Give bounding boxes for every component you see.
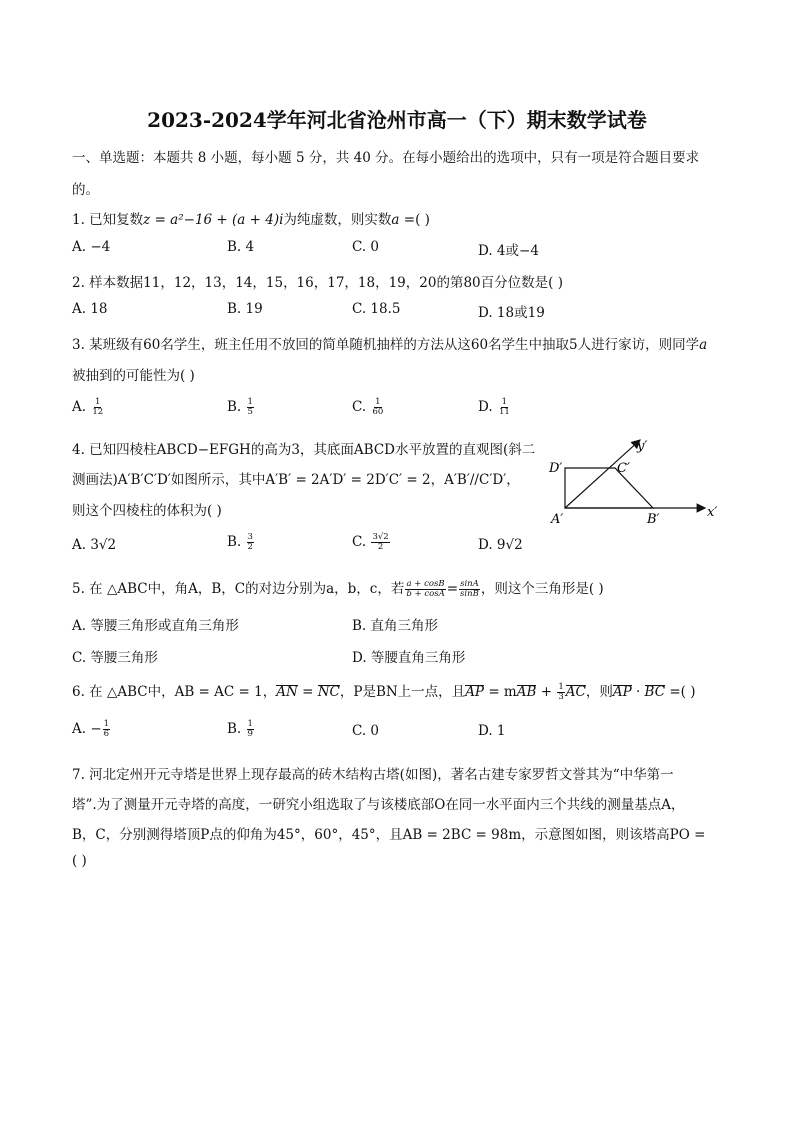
- q3-option-d[interactable]: [478, 398, 512, 417]
- q3-option-c[interactable]: [352, 398, 385, 417]
- fraction-numerator: 1: [247, 719, 253, 729]
- fraction-denominator: sinB: [460, 589, 479, 599]
- question-7-line2: 塔”.为了测量开元寺塔的高度，一研究小组选取了与该楼底部O在同一水平面内三个共线的测量基点A，: [72, 797, 685, 813]
- fraction: [371, 398, 384, 417]
- label-c: C′: [617, 461, 630, 476]
- fraction-numerator: sinA: [460, 579, 479, 589]
- fraction-numerator: 1: [247, 397, 253, 407]
- q6-text-b: ，P是BN上一点，且: [339, 684, 466, 700]
- q3-option-a[interactable]: [72, 398, 105, 417]
- fraction-denominator: 2: [247, 542, 253, 552]
- q4-option-c[interactable]: [352, 533, 391, 552]
- question-7-line4: ( ): [72, 853, 87, 869]
- label-x: x′: [707, 505, 718, 520]
- question-7-line1: 7. 河北定州开元寺塔是世界上现存最高的砖木结构古塔(如图)，著名古建专家罗哲文誉其为“中华第一: [72, 767, 674, 783]
- option-label: A.: [72, 399, 91, 415]
- option-label: B.: [227, 721, 246, 737]
- q3-text-a: 3. 某班级有60名学生，班主任用不放回的简单随机抽样的方法从这60名学生中抽取5人进行家访，则同学: [72, 337, 700, 353]
- fraction-numerator: 1: [558, 682, 564, 692]
- q3-var: a: [699, 337, 708, 353]
- fraction-denominator: 6: [103, 729, 110, 739]
- q2-option-a[interactable]: A. 18: [72, 301, 108, 317]
- q5-option-a[interactable]: A. 等腰三角形或直角三角形: [72, 618, 239, 634]
- q1-math: z = a²−16 + (a + 4)i: [143, 212, 284, 228]
- q2-option-c[interactable]: C. 18.5: [352, 301, 401, 317]
- q1-text-a: 1. 已知复数: [72, 212, 144, 228]
- fraction-numerator: 1: [375, 397, 381, 407]
- fraction: [91, 398, 104, 417]
- question-7-line3: B，C，分别测得塔顶P点的仰角为45°，60°，45°，且AB = 2BC = 98m，示意图如图，则该塔高PO =: [72, 827, 706, 843]
- equals-m: = m: [484, 684, 517, 700]
- vector-ab: AB: [516, 684, 537, 700]
- question-4-line2: 测画法)A′B′C′D′如图所示，其中A′B′ = 2A′D′ = 2D′C′ = 2，A′B′//C′D′，: [72, 472, 520, 488]
- option-label: C.: [352, 399, 371, 415]
- vector-an: AN: [276, 684, 298, 700]
- q6-option-c[interactable]: C. 0: [352, 723, 380, 739]
- q4-option-b[interactable]: [227, 533, 255, 552]
- q1-option-a[interactable]: A. −4: [72, 239, 111, 255]
- option-label: D.: [478, 399, 497, 415]
- q5-option-c[interactable]: C. 等腰三角形: [72, 650, 158, 666]
- vector-ap: AP: [465, 684, 485, 700]
- fraction-denominator: 2: [377, 542, 384, 552]
- q6-text-a: 6. 在 △ABC中，AB = AC = 1，: [72, 684, 277, 700]
- fraction: [498, 398, 511, 417]
- fraction-numerator: 3√2: [372, 532, 389, 542]
- q6-option-d[interactable]: D. 1: [478, 723, 506, 739]
- q1-option-d[interactable]: D. 4或−4: [478, 243, 539, 259]
- q5-text-b: ，则这个三角形是( ): [480, 581, 604, 597]
- label-a: A′: [551, 512, 564, 527]
- q4-option-a[interactable]: A. 3√2: [72, 537, 117, 553]
- fraction-denominator: 5: [247, 407, 253, 417]
- q2-option-b[interactable]: B. 19: [227, 301, 263, 317]
- fraction: [371, 533, 389, 552]
- fraction-denominator: 9: [247, 729, 253, 739]
- q6-text-d: =( ): [665, 684, 696, 700]
- q5-text-a: 5. 在 △ABC中，角A，B，C的对边分别为a，b，c，若: [72, 581, 405, 597]
- section-instruction-line1: 一、单选题：本题共 8 小题，每小题 5 分，共 40 分。在每小题给出的选项中，只有一项是符合题目要求: [72, 150, 700, 166]
- fraction-denominator: 12: [92, 407, 104, 417]
- fraction: [103, 720, 110, 739]
- fraction-denominator: 11: [498, 407, 510, 417]
- question-3-line1: [72, 333, 707, 353]
- option-label: C.: [352, 534, 371, 550]
- q6-option-a[interactable]: [72, 720, 111, 739]
- vector-ac: AC: [565, 684, 586, 700]
- fraction-denominator: 3: [558, 692, 564, 702]
- q5-option-b[interactable]: B. 直角三角形: [352, 618, 439, 634]
- vector-bc: BC: [644, 684, 666, 700]
- label-b: B′: [647, 512, 660, 527]
- label-d: D′: [549, 461, 563, 476]
- q6-text-c: ，则: [585, 684, 613, 700]
- question-4-line1: 4. 已知四棱柱ABCD−EFGH的高为3，其底面ABCD水平放置的直观图(斜二: [72, 442, 536, 458]
- label-y: y′: [637, 439, 648, 454]
- question-2-stem: 2. 样本数据11，12，13，14，15，16，17，18，19，20的第80百分位数是( ): [72, 275, 563, 291]
- trapezoid-shape: [565, 468, 653, 508]
- q1-option-c[interactable]: C. 0: [352, 239, 380, 255]
- vector-ap: AP: [612, 684, 632, 700]
- fraction-numerator: 1: [95, 397, 101, 407]
- vector-nc: NC: [317, 684, 340, 700]
- fraction-numerator: a + cosB: [406, 579, 445, 589]
- question-4-line3: 则这个四棱柱的体积为( ): [72, 503, 222, 519]
- q1-var: a: [391, 212, 400, 228]
- question-6-stem: [72, 680, 696, 702]
- q2-option-d[interactable]: D. 18或19: [478, 305, 545, 321]
- fraction-denominator: b + cosA: [406, 589, 445, 599]
- option-label: B.: [227, 534, 246, 550]
- q6-option-b[interactable]: [227, 720, 255, 739]
- q5-option-d[interactable]: D. 等腰直角三角形: [352, 650, 466, 666]
- q1-text-b: 为纯虚数，则实数: [283, 212, 392, 228]
- q4-option-d[interactable]: D. 9√2: [478, 537, 523, 553]
- q1-option-b[interactable]: B. 4: [227, 239, 255, 255]
- option-label: B.: [227, 399, 246, 415]
- plus-sign: +: [536, 684, 557, 700]
- q3-option-b[interactable]: [227, 398, 255, 417]
- equals-sign: =: [446, 581, 459, 597]
- fraction-denominator: 60: [372, 407, 384, 417]
- question-1-stem: [72, 208, 430, 228]
- fraction-numerator: 3: [247, 532, 253, 542]
- page-title: 2023-2024学年河北省沧州市高一（下）期末数学试卷: [147, 108, 647, 132]
- oblique-view-figure: [545, 430, 725, 530]
- fraction-2: [459, 580, 480, 599]
- fraction-1: [405, 580, 445, 599]
- fraction-numerator: 1: [103, 719, 110, 729]
- fraction-numerator: 1: [501, 397, 508, 407]
- dot-operator: ·: [631, 684, 645, 700]
- fraction: [247, 533, 254, 552]
- equals-sign: =: [297, 684, 318, 700]
- fraction: [557, 683, 564, 702]
- fraction: [247, 398, 254, 417]
- question-3-line2: 被抽到的可能性为( ): [72, 368, 195, 384]
- option-label: A. −: [72, 721, 102, 737]
- section-instruction-line2: 的。: [72, 182, 99, 198]
- q1-text-c: =( ): [399, 212, 430, 228]
- fraction: [247, 720, 254, 739]
- question-5-stem: [72, 577, 604, 599]
